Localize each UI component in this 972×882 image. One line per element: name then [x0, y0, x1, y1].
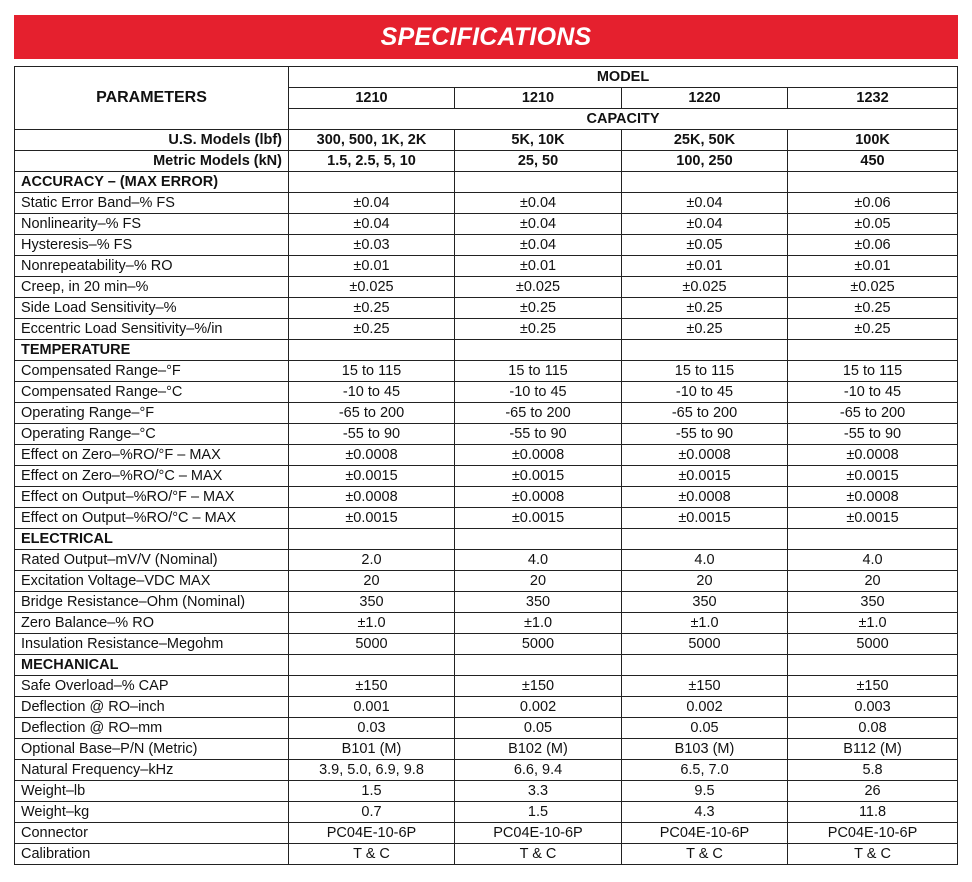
section-blank-cell — [788, 529, 958, 550]
parameter-label: Deflection @ RO–mm — [15, 718, 289, 739]
spec-value: ±0.025 — [788, 277, 958, 298]
spec-value: 4.0 — [455, 550, 622, 571]
spec-value: ±0.25 — [788, 319, 958, 340]
section-title: TEMPERATURE — [15, 340, 289, 361]
section-blank-cell — [455, 655, 622, 676]
spec-row — [15, 403, 958, 424]
spec-value: ±0.01 — [289, 256, 455, 277]
spec-value: ±0.04 — [289, 193, 455, 214]
spec-value: -10 to 45 — [289, 382, 455, 403]
us-models-label: U.S. Models (lbf) — [15, 130, 289, 151]
parameter-label: Operating Range–°F — [15, 403, 289, 424]
spec-value: -65 to 200 — [289, 403, 455, 424]
parameter-label: Operating Range–°C — [15, 424, 289, 445]
parameter-label: Rated Output–mV/V (Nominal) — [15, 550, 289, 571]
section-blank-cell — [289, 172, 455, 193]
spec-value: 20 — [289, 571, 455, 592]
section-title: ELECTRICAL — [15, 529, 289, 550]
spec-value: T & C — [289, 844, 455, 865]
spec-row — [15, 466, 958, 487]
spec-value: ±0.0008 — [455, 445, 622, 466]
model-label-row — [15, 67, 958, 88]
spec-value: ±0.0015 — [289, 466, 455, 487]
spec-value: 1.5 — [289, 781, 455, 802]
spec-value: ±0.0015 — [455, 466, 622, 487]
parameter-label: Eccentric Load Sensitivity–%/in — [15, 319, 289, 340]
spec-value: ±0.0008 — [289, 445, 455, 466]
section-blank-cell — [289, 529, 455, 550]
spec-value: -65 to 200 — [455, 403, 622, 424]
spec-value: 4.0 — [788, 550, 958, 571]
spec-value: 350 — [289, 592, 455, 613]
section-blank-cell — [622, 655, 788, 676]
spec-value: 5.8 — [788, 760, 958, 781]
section-blank-cell — [788, 172, 958, 193]
us-models-row — [15, 130, 958, 151]
us-capacity-value: 5K, 10K — [455, 130, 622, 151]
spec-value: 15 to 115 — [622, 361, 788, 382]
spec-value: ±150 — [289, 676, 455, 697]
model-number: 1232 — [788, 88, 958, 109]
spec-value: ±0.04 — [289, 214, 455, 235]
spec-value: ±0.25 — [455, 298, 622, 319]
spec-value: PC04E-10-6P — [289, 823, 455, 844]
specifications-table-body — [15, 67, 958, 865]
spec-value: 1.5 — [455, 802, 622, 823]
section-blank-cell — [622, 172, 788, 193]
spec-value: ±0.05 — [622, 235, 788, 256]
spec-value: ±150 — [455, 676, 622, 697]
spec-value: PC04E-10-6P — [622, 823, 788, 844]
spec-row — [15, 592, 958, 613]
model-number: 1210 — [455, 88, 622, 109]
specifications-table — [14, 66, 958, 865]
spec-row — [15, 844, 958, 865]
page-title: SPECIFICATIONS — [380, 22, 592, 51]
spec-value: ±1.0 — [289, 613, 455, 634]
section-header-row — [15, 655, 958, 676]
spec-value: 2.0 — [289, 550, 455, 571]
spec-value: ±0.06 — [788, 193, 958, 214]
spec-value: PC04E-10-6P — [788, 823, 958, 844]
us-capacity-value: 100K — [788, 130, 958, 151]
spec-value: ±0.0015 — [289, 508, 455, 529]
spec-value: ±0.25 — [622, 319, 788, 340]
spec-value: 3.3 — [455, 781, 622, 802]
spec-row — [15, 697, 958, 718]
spec-row — [15, 760, 958, 781]
spec-value: -55 to 90 — [455, 424, 622, 445]
spec-value: 4.3 — [622, 802, 788, 823]
spec-value: 26 — [788, 781, 958, 802]
model-header: MODEL — [289, 67, 958, 88]
spec-row — [15, 256, 958, 277]
section-blank-cell — [622, 340, 788, 361]
spec-value: ±0.0008 — [622, 445, 788, 466]
spec-value: ±1.0 — [622, 613, 788, 634]
spec-value: B101 (M) — [289, 739, 455, 760]
specifications-banner — [14, 15, 958, 59]
spec-value: ±0.01 — [622, 256, 788, 277]
spec-row — [15, 802, 958, 823]
parameter-label: Side Load Sensitivity–% — [15, 298, 289, 319]
spec-value: 11.8 — [788, 802, 958, 823]
parameter-label: Nonrepeatability–% RO — [15, 256, 289, 277]
spec-value: ±0.0015 — [455, 508, 622, 529]
spec-value: T & C — [622, 844, 788, 865]
section-blank-cell — [455, 172, 622, 193]
model-number: 1210 — [289, 88, 455, 109]
spec-value: ±0.025 — [622, 277, 788, 298]
us-capacity-value: 25K, 50K — [622, 130, 788, 151]
parameter-label: Safe Overload–% CAP — [15, 676, 289, 697]
spec-value: ±0.25 — [289, 298, 455, 319]
spec-value: ±0.03 — [289, 235, 455, 256]
parameter-label: Creep, in 20 min–% — [15, 277, 289, 298]
spec-row — [15, 571, 958, 592]
us-capacity-value: 300, 500, 1K, 2K — [289, 130, 455, 151]
spec-row — [15, 487, 958, 508]
parameter-label: Weight–lb — [15, 781, 289, 802]
spec-value: 5000 — [622, 634, 788, 655]
spec-value: 4.0 — [622, 550, 788, 571]
metric-models-label: Metric Models (kN) — [15, 151, 289, 172]
spec-value: ±0.04 — [455, 193, 622, 214]
metric-capacity-value: 100, 250 — [622, 151, 788, 172]
parameter-label: Insulation Resistance–Megohm — [15, 634, 289, 655]
section-title: MECHANICAL — [15, 655, 289, 676]
spec-value: -65 to 200 — [788, 403, 958, 424]
parameter-label: Hysteresis–% FS — [15, 235, 289, 256]
spec-row — [15, 193, 958, 214]
section-header-row — [15, 340, 958, 361]
spec-value: 20 — [788, 571, 958, 592]
parameter-label: Natural Frequency–kHz — [15, 760, 289, 781]
spec-row — [15, 382, 958, 403]
parameter-label: Static Error Band–% FS — [15, 193, 289, 214]
spec-value: ±0.05 — [788, 214, 958, 235]
spec-value: ±0.0008 — [788, 487, 958, 508]
parameter-label: Deflection @ RO–inch — [15, 697, 289, 718]
parameter-label: Compensated Range–°C — [15, 382, 289, 403]
spec-value: ±0.25 — [289, 319, 455, 340]
spec-value: 15 to 115 — [289, 361, 455, 382]
spec-value: 350 — [622, 592, 788, 613]
spec-value: -55 to 90 — [788, 424, 958, 445]
spec-value: 0.003 — [788, 697, 958, 718]
spec-value: 0.001 — [289, 697, 455, 718]
spec-row — [15, 298, 958, 319]
parameter-label: Connector — [15, 823, 289, 844]
capacity-header: CAPACITY — [289, 109, 958, 130]
spec-value: 9.5 — [622, 781, 788, 802]
spec-value: ±0.0015 — [622, 466, 788, 487]
spec-value: 20 — [622, 571, 788, 592]
spec-value: ±1.0 — [455, 613, 622, 634]
spec-row — [15, 739, 958, 760]
spec-value: ±0.04 — [622, 193, 788, 214]
metric-capacity-value: 450 — [788, 151, 958, 172]
spec-value: -10 to 45 — [788, 382, 958, 403]
spec-row — [15, 277, 958, 298]
spec-value: ±0.025 — [289, 277, 455, 298]
spec-value: ±0.025 — [455, 277, 622, 298]
spec-value: ±0.25 — [788, 298, 958, 319]
spec-value: 350 — [455, 592, 622, 613]
spec-value: ±0.25 — [455, 319, 622, 340]
spec-value: 0.05 — [622, 718, 788, 739]
metric-models-row — [15, 151, 958, 172]
spec-value: ±0.25 — [622, 298, 788, 319]
spec-row — [15, 781, 958, 802]
spec-row — [15, 508, 958, 529]
model-number: 1220 — [622, 88, 788, 109]
spec-value: ±0.0008 — [289, 487, 455, 508]
metric-capacity-value: 25, 50 — [455, 151, 622, 172]
spec-value: -55 to 90 — [622, 424, 788, 445]
parameter-label: Excitation Voltage–VDC MAX — [15, 571, 289, 592]
spec-value: 3.9, 5.0, 6.9, 9.8 — [289, 760, 455, 781]
parameter-label: Effect on Zero–%RO/°C – MAX — [15, 466, 289, 487]
spec-value: 0.7 — [289, 802, 455, 823]
section-blank-cell — [289, 655, 455, 676]
spec-value: PC04E-10-6P — [455, 823, 622, 844]
parameter-label: Zero Balance–% RO — [15, 613, 289, 634]
spec-row — [15, 424, 958, 445]
spec-value: T & C — [788, 844, 958, 865]
section-blank-cell — [788, 655, 958, 676]
spec-value: 6.5, 7.0 — [622, 760, 788, 781]
spec-row — [15, 235, 958, 256]
spec-row — [15, 823, 958, 844]
spec-value: B103 (M) — [622, 739, 788, 760]
parameter-label: Calibration — [15, 844, 289, 865]
spec-value: -10 to 45 — [455, 382, 622, 403]
parameter-label: Weight–kg — [15, 802, 289, 823]
spec-row — [15, 361, 958, 382]
section-blank-cell — [455, 529, 622, 550]
spec-value: ±0.0015 — [788, 466, 958, 487]
section-blank-cell — [455, 340, 622, 361]
spec-value: -55 to 90 — [289, 424, 455, 445]
spec-row — [15, 319, 958, 340]
spec-row — [15, 214, 958, 235]
spec-row — [15, 676, 958, 697]
spec-value: 350 — [788, 592, 958, 613]
parameter-label: Effect on Output–%RO/°C – MAX — [15, 508, 289, 529]
parameter-label: Effect on Output–%RO/°F – MAX — [15, 487, 289, 508]
spec-value: -65 to 200 — [622, 403, 788, 424]
spec-row — [15, 718, 958, 739]
spec-value: 15 to 115 — [455, 361, 622, 382]
parameter-label: Optional Base–P/N (Metric) — [15, 739, 289, 760]
spec-value: T & C — [455, 844, 622, 865]
spec-value: ±150 — [622, 676, 788, 697]
spec-row — [15, 445, 958, 466]
spec-value: ±0.0008 — [622, 487, 788, 508]
spec-value: ±150 — [788, 676, 958, 697]
section-title: ACCURACY – (MAX ERROR) — [15, 172, 289, 193]
parameter-label: Nonlinearity–% FS — [15, 214, 289, 235]
spec-value: ±0.0015 — [788, 508, 958, 529]
spec-value: 6.6, 9.4 — [455, 760, 622, 781]
spec-row — [15, 634, 958, 655]
metric-capacity-value: 1.5, 2.5, 5, 10 — [289, 151, 455, 172]
spec-value: B112 (M) — [788, 739, 958, 760]
spec-value: ±0.06 — [788, 235, 958, 256]
spec-value: ±1.0 — [788, 613, 958, 634]
spec-value: -10 to 45 — [622, 382, 788, 403]
spec-row — [15, 613, 958, 634]
spec-value: B102 (M) — [455, 739, 622, 760]
section-blank-cell — [788, 340, 958, 361]
spec-value: ±0.0008 — [788, 445, 958, 466]
section-blank-cell — [622, 529, 788, 550]
spec-value: ±0.04 — [622, 214, 788, 235]
section-header-row — [15, 529, 958, 550]
spec-value: 5000 — [788, 634, 958, 655]
spec-value: 0.002 — [455, 697, 622, 718]
spec-value: 0.05 — [455, 718, 622, 739]
spec-value: 0.03 — [289, 718, 455, 739]
spec-value: 5000 — [455, 634, 622, 655]
spec-value: 0.08 — [788, 718, 958, 739]
spec-value: ±0.0008 — [455, 487, 622, 508]
spec-value: 20 — [455, 571, 622, 592]
spec-value: ±0.01 — [455, 256, 622, 277]
parameter-label: Bridge Resistance–Ohm (Nominal) — [15, 592, 289, 613]
section-header-row — [15, 172, 958, 193]
parameters-header: PARAMETERS — [15, 67, 289, 130]
spec-value: ±0.01 — [788, 256, 958, 277]
parameter-label: Compensated Range–°F — [15, 361, 289, 382]
spec-value: ±0.0015 — [622, 508, 788, 529]
spec-value: 5000 — [289, 634, 455, 655]
parameter-label: Effect on Zero–%RO/°F – MAX — [15, 445, 289, 466]
spec-value: ±0.04 — [455, 214, 622, 235]
spec-value: 15 to 115 — [788, 361, 958, 382]
section-blank-cell — [289, 340, 455, 361]
spec-value: ±0.04 — [455, 235, 622, 256]
spec-value: 0.002 — [622, 697, 788, 718]
spec-row — [15, 550, 958, 571]
